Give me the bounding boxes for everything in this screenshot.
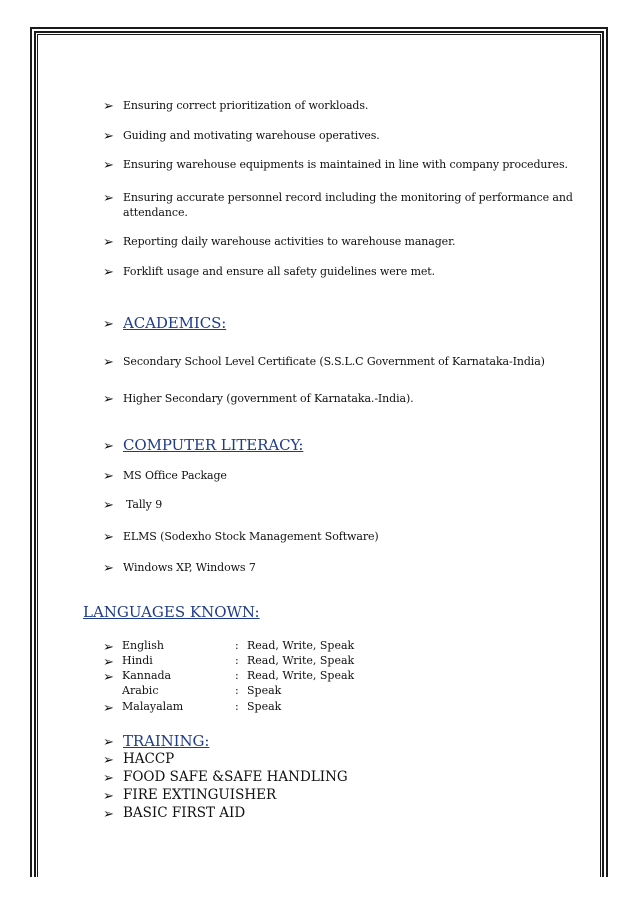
language-name: Hindi — [122, 654, 153, 667]
bullet-icon: ➢ — [103, 771, 114, 786]
bullet-icon: ➢ — [103, 265, 114, 280]
bullet-icon: ➢ — [103, 392, 114, 407]
bullet-icon: ➢ — [103, 191, 114, 206]
bullet-icon: ➢ — [103, 129, 114, 144]
bullet-icon: ➢ — [103, 317, 114, 332]
duty-item: Ensuring warehouse equipments is maintained in line with company procedures. — [123, 158, 568, 171]
language-name: Malayalam — [122, 700, 184, 713]
language-skills: Speak — [247, 684, 282, 697]
computer-item: Tally 9 — [126, 498, 163, 511]
bullet-icon: ➢ — [103, 670, 114, 685]
bullet-icon: ➢ — [103, 355, 114, 370]
academics-item: Secondary School Level Certificate (S.S.L.C Government of Karnataka-India) — [123, 355, 545, 368]
bullet-icon: ➢ — [103, 753, 114, 768]
language-separator: : — [235, 700, 239, 713]
duty-item: Guiding and motivating warehouse operatives. — [123, 129, 380, 142]
computer-item: ELMS (Sodexho Stock Management Software) — [123, 530, 379, 543]
language-separator: : — [235, 654, 239, 667]
language-separator: : — [235, 684, 239, 697]
academics-heading: ACADEMICS: — [123, 314, 227, 332]
bullet-icon: ➢ — [103, 640, 114, 655]
duty-item: Ensuring accurate personnel record including the monitoring of performance and — [123, 191, 573, 204]
duty-item: Ensuring correct prioritization of workloads. — [123, 99, 369, 112]
computer-item: Windows XP, Windows 7 — [123, 561, 256, 574]
bullet-icon: ➢ — [103, 807, 114, 822]
training-item: FIRE EXTINGUISHER — [123, 787, 277, 803]
bullet-icon: ➢ — [103, 469, 114, 484]
language-skills: Read, Write, Speak — [247, 654, 355, 667]
bullet-icon: ➢ — [103, 498, 114, 513]
bullet-icon: ➢ — [103, 235, 114, 250]
bullet-icon: ➢ — [103, 655, 114, 670]
language-name: Arabic — [122, 684, 159, 697]
language-separator: : — [235, 669, 239, 682]
training-item: HACCP — [123, 751, 175, 767]
duty-item: Reporting daily warehouse activities to warehouse manager. — [123, 235, 456, 248]
training-heading: TRAINING: — [123, 732, 210, 750]
language-skills: Read, Write, Speak — [247, 639, 355, 652]
language-name: Kannada — [122, 669, 172, 682]
bullet-icon: ➢ — [103, 701, 114, 716]
bullet-icon: ➢ — [103, 439, 114, 454]
academics-item: Higher Secondary (government of Karnataka.-India). — [123, 392, 414, 405]
bullet-icon: ➢ — [103, 561, 114, 576]
language-name: English — [122, 639, 164, 652]
bullet-icon: ➢ — [103, 789, 114, 804]
bullet-icon: ➢ — [103, 530, 114, 545]
language-skills: Read, Write, Speak — [247, 669, 355, 682]
language-separator: : — [235, 639, 239, 652]
language-skills: Speak — [247, 700, 282, 713]
bullet-icon: ➢ — [103, 735, 114, 750]
duty-item-continuation: attendance. — [123, 206, 188, 219]
languages-heading: LANGUAGES KNOWN: — [83, 603, 260, 621]
training-item: BASIC FIRST AID — [123, 805, 246, 821]
computer-heading: COMPUTER LITERACY: — [123, 436, 304, 454]
computer-item: MS Office Package — [123, 469, 227, 482]
bullet-icon: ➢ — [103, 99, 114, 114]
bullet-icon: ➢ — [103, 158, 114, 173]
duty-item: Forklift usage and ensure all safety guidelines were met. — [123, 265, 436, 278]
training-item: FOOD SAFE &SAFE HANDLING — [123, 769, 348, 785]
